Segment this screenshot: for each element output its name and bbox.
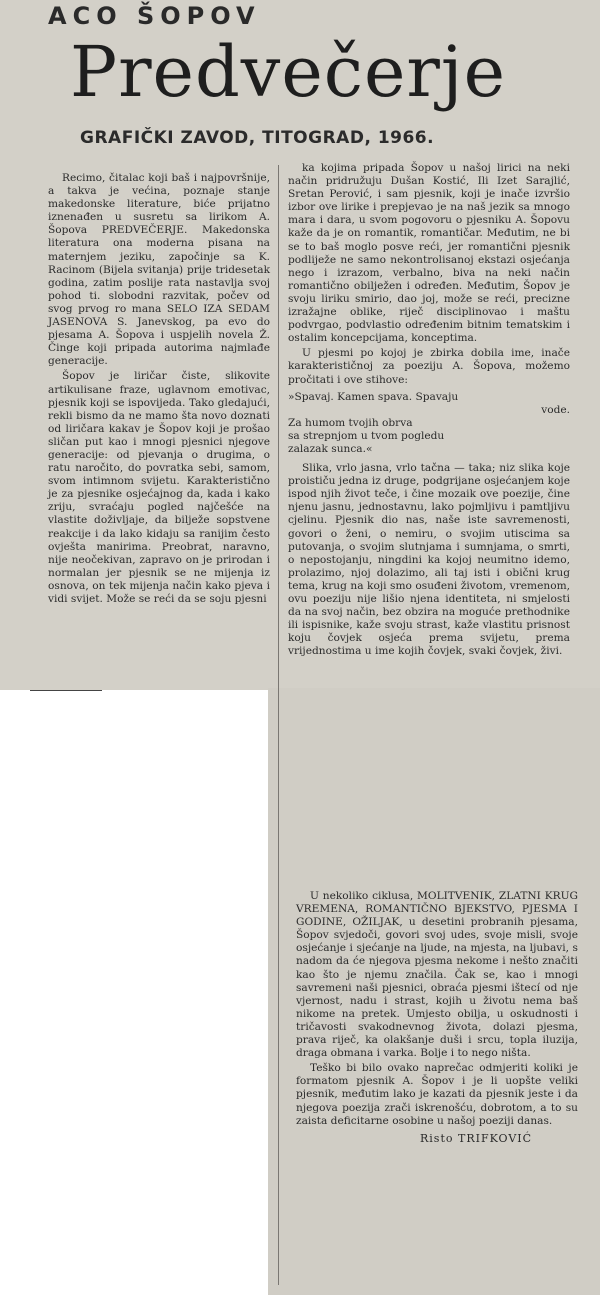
verse-line: sa strepnjom u tvom pogledu [288, 429, 445, 442]
paragraph: U nekoliko ciklusa, MOLITVENIK, ZLATNI KRUG VREMENA, ROMANTIČNO BJEKSTVO, PJESMA I GODINE, OŽILJAK, u desetini probranih pjesama, Šopov svjedoči, govori svoj udes, svoje misli, svoje osjećanje i sjećanje na ljude, na mjesta, na ljubavi, s nadom da će njegova pjesma nekome i nešto značiti kao što je njemu značila. Čak se, kao i mnogi savremeni naši pjesnici, obraća pjesmi ištecí od nje vjernost, nadu i strast, kojih u životu nema baš nikome na pretek. Umjesto obilja, u oskudnosti i tričavosti svakodnevnog života, dolazi pjesma, prava riječ, ka olakšanje duši i srcu, topla iluzija, draga obmana i varka. Bolje i to nego ništa. [296, 890, 578, 1060]
paragraph: Slika, vrlo jasna, vrlo tačna — taka; niz slika koje proističu jedna iz druge, podgrijane osjećanjem koje ispod njih život teče, i čine mozaik ove poezije, čine njenu jasnu, jednostavnu, lako pojmljivu i pamtljivu cjelinu. Pjesnik dio nas, naše iste savremenosti, govori o ženi, o nemiru, o svojim utiscima sa putovanja, o svojim slutnjama i sumnjama, o smrti, o nepostojanju, ningdini ka kojoj neumitno idemo, prolazimo, njoj dolazimo, ali taj isti i obični krug tema, krug na koji smo osuđeni životom, vremenom, ovu poeziju nije lišio njena identiteta, ni smjelosti da na svoj način, bez obzira na moguće prethodnike ili ispisnike, kaže svoju strast, kaže vlastitu prisnost koju čovjek osjeća prema svijetu, prema vrijednostima u ime kojih čovjek, svaki čovjek, živi. [288, 462, 570, 658]
verse-line-end: vode. [541, 403, 570, 416]
paragraph: Recimo, čitalac koji baš i najpovršnije, a takva je većina, poznaje stanje makedonske literature, biće prijatno iznenađen u susretu sa lirikom A. Šopova PREDVEČERJE. Makedonska literatura ona moderna pisana na maternjem jeziku, započinje sa K. Racinom (Bijela svitanja) prije tridesetak godina, zatim poslije rata nastavlja svoj pohod ti. slobodni razvitak, počev od svog prvog ro mana SELO IZA SEDAM JASENOVA S. Janevskog, pa evo do pjesama A. Šopova i uspjelih novela Ž. Činge koji pripada autorima najmlađe generacije. [48, 172, 270, 368]
paragraph: Teško bi bilo ovako naprečac odmjeriti koliki je formatom pjesnik A. Šopov i je li uopšte veliki pjesnik, međutim lako je kazati da pjesnik jeste i da njegova poezija zrači iskrenošću, dobrotom, a to su zaista deficitarne osobine u našoj poeziji danas. [296, 1062, 578, 1127]
book-title: Predvečerje [70, 31, 506, 113]
verse-line: Za humom tvojih obrva [288, 416, 413, 429]
reviewer-signature: Risto TRIFKOVIĆ [420, 1132, 533, 1145]
column-divider [278, 165, 279, 1285]
right-column-continued [296, 890, 578, 1130]
end-rule [30, 690, 102, 691]
paragraph: ka kojima pripada Šopov u našoj lirici na neki način pridružuju Dušan Kostić, Ili Izet Sarajlić, Sretan Perović, i sam pjesnik, koji je inače izvršio izbor ove lirike i prepjevao je na naš jezik sa mnogo mara i dara, u svom pogovoru o pjesniku A. Šopovu kaže da je on romantik, romantičar. Međutim, ne bi se to baš moglo posve reći, jer romantični pjesnik podliježe ne samo nekontrolisanoj ekstazi osjećanja nego i izrazom, verbalno, biva na neki način romantično obilježen i određen. Međutim, Šopov je svoju liriku smirio, dao joj, može se reći, precizne izražajne oblike, riječ disciplinovao i maštu podvrgao, podvlastio određenim bitnim tematskim i ostalim koncepcijama, konceptima. [288, 162, 570, 345]
verse-line: »Spavaj. Kamen spava. Spavaju [288, 390, 459, 403]
paragraph: Šopov je liričar čiste, slikovite artikulisane fraze, uglavnom emotivac, pjesnik koji se ispovijeda. Tako gledajući, rekli bismo da ne mamo šta novo doznati od liričara kakav je Šopov koji je prošao sličan put kao i mnogi pjesnici njegove generacije: od pjevanja o drugima, o ratu naročito, do povratka sebi, samom, svom intimnom svijetu. Karakteristično je za pjesnike osjećajnog da, kada i kako zriju, svraćaju pogled najčešće na vlastite doživljaje, da bilježe sopstvene reakcije i da lako kidaju sa ranijim često ovješta manirima. Preobrat, naravno, nije neočekivan, zapravo on je prirodan i normalan jer pjesnik se ne mijenja iz osnova, on tek mijenja način kako pjeva i vidi svijet. Može se reći da se soju pjesni [48, 370, 270, 605]
left-column [48, 172, 270, 608]
quoted-verse [288, 391, 570, 456]
verse-line: zalazak sunca.« [288, 442, 373, 455]
publisher-line: GRAFIČKI ZAVOD, TITOGRAD, 1966. [80, 128, 435, 148]
paragraph: U pjesmi po kojoj je zbirka dobila ime, inače karakterističnoj za poeziju A. Šopova, možemo pročitati i ove stihove: [288, 347, 570, 386]
right-column [288, 162, 570, 660]
author-name: ACO ŠOPOV [48, 2, 261, 30]
